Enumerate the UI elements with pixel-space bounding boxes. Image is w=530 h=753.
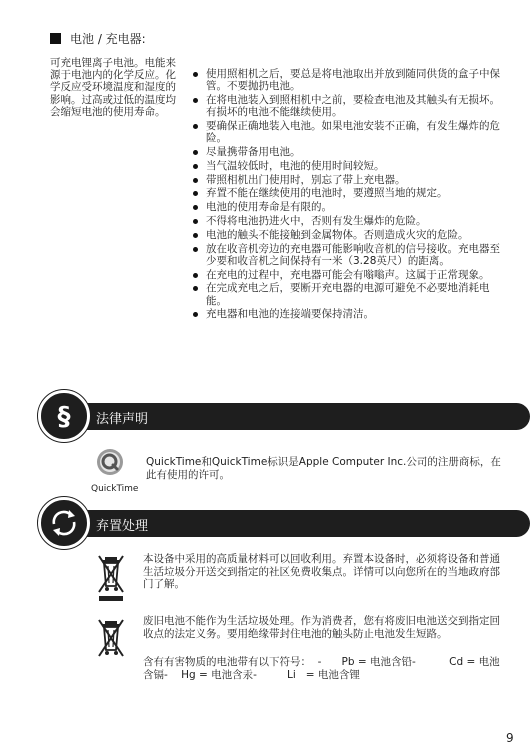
recycle-arrows-icon-svg [41, 500, 87, 546]
list-item: 不得将电池扔进火中，否则有发生爆炸的危险。 [190, 215, 505, 227]
section-sign-icon [38, 390, 90, 442]
list-item: 放在收音机旁边的充电器可能影响收音机的信号接收。充电器至少要和收音机之间保持有一米（3.28英尺）的距离。 [190, 243, 505, 267]
legal-notice-title: 法律声明 [96, 412, 149, 427]
crossed-bin-icon [96, 617, 126, 661]
list-item: 在完成充电之后，要断开充电器的电源可避免不必要地消耗电能。 [190, 282, 505, 306]
svg-text:§: § [57, 402, 71, 432]
list-item: 弃置不能在继续使用的电池时，要遵照当地的规定。 [190, 187, 505, 199]
list-item: 在充电的过程中，充电器可能会有嗡嗡声。这属于正常现象。 [190, 269, 505, 281]
recycle-arrows-icon [38, 497, 90, 549]
quicktime-logo-icon [96, 448, 124, 476]
list-item: 充电器和电池的连接端要保持清洁。 [190, 308, 505, 320]
battery-intro-text: 可充电锂离子电池。电能来源于电池内的化学反应。化学反应受环境温度和湿度的影响。过高或过低的温度均会缩短电池的使用寿命。 [50, 57, 176, 118]
battery-section-title: 电池 / 充电器: [70, 32, 146, 46]
list-item: 电池的触头不能接触到金属物体。否则造成火灾的危险。 [190, 229, 505, 241]
disposal-hazard-symbols-text: 含有有害物质的电池带有以下符号： - Pb = 电池含铅- Cd = 电池含镉- Hg = 电池含汞- Li = 电池含锂 [143, 656, 500, 681]
quicktime-logo-label: QuickTime [91, 484, 139, 494]
crossed-bin-icon [96, 553, 126, 603]
list-item: 要确保正确地装入电池。如果电池安装不正确，有发生爆炸的危险。 [190, 120, 505, 144]
list-item: 尽量携带备用电池。 [190, 146, 505, 158]
section-sign-icon-svg [41, 393, 87, 439]
battery-bullet-list [190, 68, 505, 322]
list-item: 使用照相机之后，要总是将电池取出并放到随同供货的盒子中保管。不要抛扔电池。 [190, 68, 505, 92]
page-number: 9 [506, 731, 514, 745]
list-item: 当气温较低时，电池的使用时间较短。 [190, 160, 505, 172]
disposal-title: 弃置处理 [96, 519, 149, 534]
legal-notice-text: QuickTime和QuickTime标识是Apple Computer Inc.公司的注册商标，在此有使用的许可。 [146, 456, 501, 481]
list-item: 带照相机出门使用时，别忘了带上充电器。 [190, 174, 505, 186]
disposal-weee-text: 本设备中采用的高质量材料可以回收利用。弃置本设备时，必须将设备和普通生活垃圾分开送交到指定的社区免费收集点。详情可以向您所在的当地政府部门了解。 [143, 553, 500, 591]
list-item: 在将电池装入到照相机中之前，要检查电池及其触头有无损坏。有损坏的电池不能继续使用。 [190, 94, 505, 118]
section-marker-square [50, 33, 61, 44]
disposal-battery-text: 废旧电池不能作为生活垃圾处理。作为消费者，您有将废旧电池送交到指定回收点的法定义务。要用绝缘带封住电池的触头防止电池发生短路。 [143, 615, 500, 640]
list-item: 电池的使用寿命是有限的。 [190, 201, 505, 213]
